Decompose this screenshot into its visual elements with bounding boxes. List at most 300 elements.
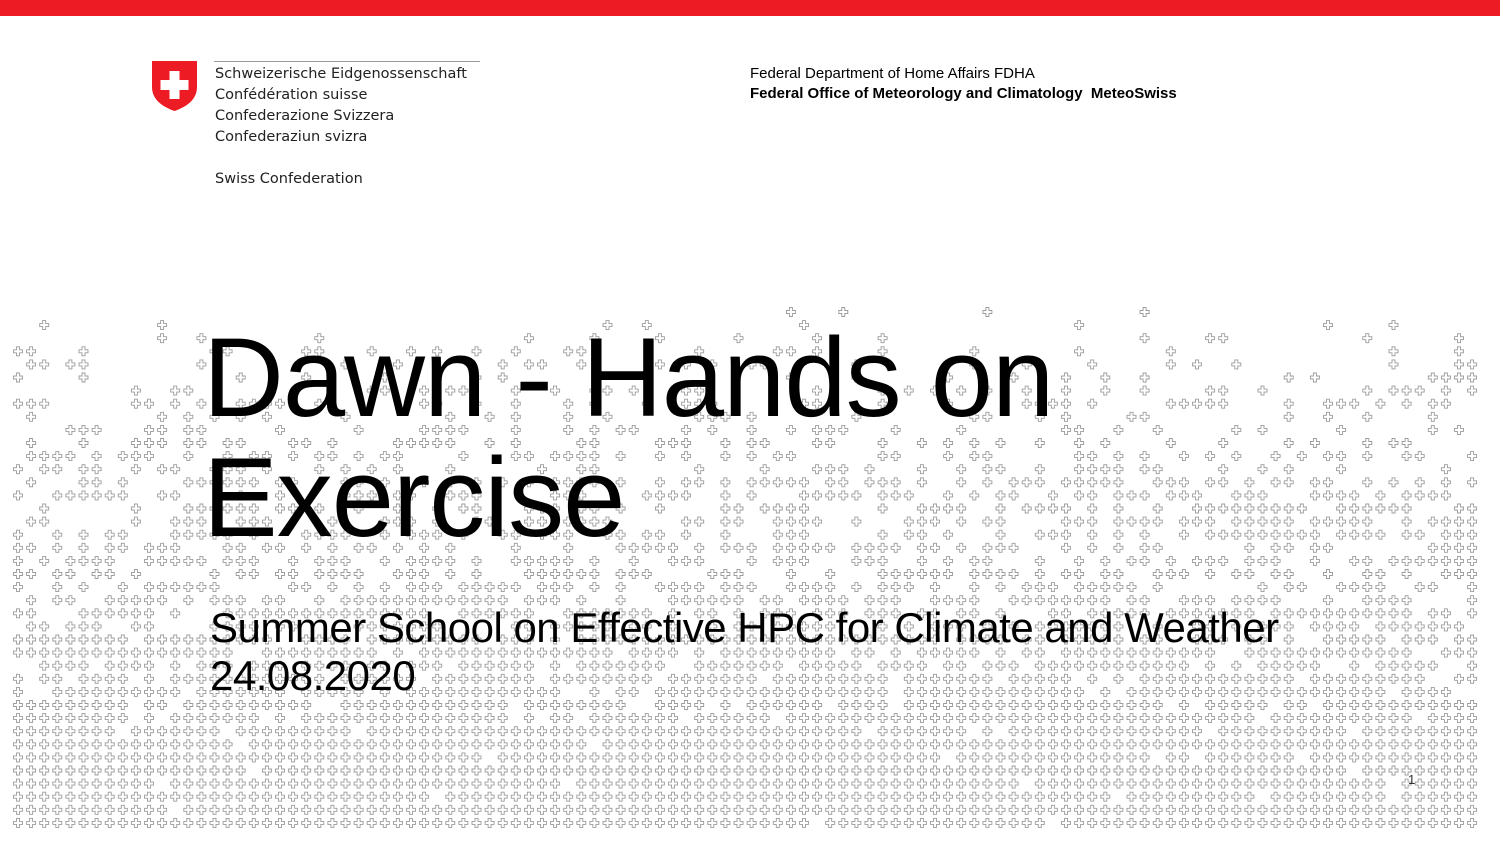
cross-outline-icon [1376, 727, 1385, 736]
cross-outline-icon [393, 766, 402, 775]
cross-outline-icon [1428, 543, 1437, 552]
cross-outline-icon [1035, 740, 1044, 749]
cross-outline-icon [472, 766, 481, 775]
cross-outline-icon [184, 753, 193, 762]
cross-outline-icon [66, 596, 75, 605]
cross-outline-icon [131, 805, 140, 814]
cross-outline-icon [1179, 766, 1188, 775]
cross-outline-icon [1193, 399, 1202, 408]
cross-outline-icon [1009, 570, 1018, 579]
cross-outline-icon [511, 727, 520, 736]
cross-outline-icon [472, 805, 481, 814]
cross-outline-icon [1337, 399, 1346, 408]
cross-outline-icon [79, 818, 88, 827]
cross-outline-icon [79, 360, 88, 369]
cross-outline-icon [786, 570, 795, 579]
cross-outline-icon [380, 766, 389, 775]
cross-outline-icon [682, 818, 691, 827]
cross-outline-icon [996, 714, 1005, 723]
department-block [750, 64, 1177, 104]
cross-outline-icon [131, 727, 140, 736]
cross-outline-icon [1441, 727, 1450, 736]
cross-outline-icon [1062, 740, 1071, 749]
cross-outline-icon [105, 805, 114, 814]
cross-outline-icon [171, 648, 180, 657]
cross-outline-icon [577, 753, 586, 762]
cross-outline-icon [315, 792, 324, 801]
cross-outline-icon [1140, 805, 1149, 814]
cross-outline-icon [1153, 727, 1162, 736]
cross-outline-icon [79, 622, 88, 631]
cross-outline-icon [485, 779, 494, 788]
cross-outline-icon [131, 570, 140, 579]
cross-outline-icon [302, 583, 311, 592]
cross-outline-icon [118, 701, 127, 710]
cross-outline-icon [524, 727, 533, 736]
cross-outline-icon [420, 818, 429, 827]
cross-outline-icon [786, 792, 795, 801]
cross-outline-icon [983, 805, 992, 814]
cross-outline-icon [1179, 805, 1188, 814]
cross-outline-icon [328, 740, 337, 749]
cross-outline-icon [210, 727, 219, 736]
cross-outline-icon [590, 570, 599, 579]
cross-outline-icon [341, 792, 350, 801]
cross-outline-icon [839, 779, 848, 788]
cross-outline-icon [289, 570, 298, 579]
cross-outline-icon [1219, 740, 1228, 749]
swiss-cross-shield-icon [151, 60, 198, 112]
cross-outline-icon [1284, 504, 1293, 513]
cross-outline-icon [446, 766, 455, 775]
cross-outline-icon [564, 727, 573, 736]
cross-outline-icon [315, 570, 324, 579]
cross-outline-icon [1455, 701, 1464, 710]
cross-outline-icon [1376, 818, 1385, 827]
cross-outline-icon [1468, 779, 1477, 788]
cross-outline-icon [629, 805, 638, 814]
cross-outline-icon [105, 570, 114, 579]
cross-outline-icon [1297, 779, 1306, 788]
cross-outline-icon [27, 635, 36, 644]
cross-outline-icon [813, 740, 822, 749]
cross-outline-icon [616, 740, 625, 749]
cross-outline-icon [1297, 740, 1306, 749]
cross-outline-icon [1389, 622, 1398, 631]
cross-outline-icon [184, 648, 193, 657]
cross-outline-icon [524, 805, 533, 814]
cross-outline-icon [734, 818, 743, 827]
confederation-names [215, 64, 467, 148]
cross-outline-icon [747, 740, 756, 749]
cross-outline-icon [315, 766, 324, 775]
cross-outline-icon [407, 753, 416, 762]
cross-outline-icon [1258, 818, 1267, 827]
cross-outline-icon [66, 556, 75, 565]
cross-outline-icon [197, 805, 206, 814]
cross-outline-icon [826, 792, 835, 801]
cross-outline-icon [1219, 399, 1228, 408]
cross-outline-icon [145, 687, 154, 696]
cross-outline-icon [433, 740, 442, 749]
cross-outline-icon [1179, 753, 1188, 762]
cross-outline-icon [1219, 727, 1228, 736]
cross-outline-icon [1363, 412, 1372, 421]
cross-outline-icon [158, 727, 167, 736]
cross-outline-icon [40, 556, 49, 565]
cross-outline-icon [367, 805, 376, 814]
cross-outline-icon [551, 714, 560, 723]
cross-outline-icon [92, 779, 101, 788]
cross-outline-icon [145, 648, 154, 657]
cross-outline-icon [1206, 386, 1215, 395]
cross-outline-icon [184, 792, 193, 801]
cross-outline-icon [236, 701, 245, 710]
cross-outline-icon [1297, 818, 1306, 827]
cross-outline-icon [1258, 805, 1267, 814]
cross-outline-icon [1363, 334, 1372, 343]
cross-outline-icon [1337, 609, 1346, 618]
cross-outline-icon [1337, 792, 1346, 801]
cross-outline-icon [1193, 779, 1202, 788]
cross-outline-icon [1219, 439, 1228, 448]
cross-outline-icon [931, 701, 940, 710]
cross-outline-icon [1324, 635, 1333, 644]
cross-outline-icon [1206, 766, 1215, 775]
cross-outline-icon [223, 805, 232, 814]
cross-outline-icon [354, 740, 363, 749]
cross-outline-icon [852, 714, 861, 723]
cross-outline-icon [891, 779, 900, 788]
cross-outline-icon [158, 491, 167, 500]
confederation-short-name: Swiss Confederation [215, 171, 363, 187]
cross-outline-icon [1428, 556, 1437, 565]
cross-outline-icon [1350, 517, 1359, 526]
cross-outline-icon [1166, 753, 1175, 762]
cross-outline-icon [800, 740, 809, 749]
cross-outline-icon [1415, 779, 1424, 788]
cross-outline-icon [1441, 491, 1450, 500]
cross-outline-icon [1127, 491, 1136, 500]
cross-outline-icon [158, 439, 167, 448]
cross-outline-icon [446, 818, 455, 827]
cross-outline-icon [407, 714, 416, 723]
cross-outline-icon [433, 727, 442, 736]
cross-outline-icon [1271, 792, 1280, 801]
cross-outline-icon [1232, 504, 1241, 513]
cross-outline-icon [931, 570, 940, 579]
cross-outline-icon [1284, 779, 1293, 788]
cross-outline-icon [1166, 439, 1175, 448]
cross-outline-icon [197, 779, 206, 788]
cross-outline-icon [551, 753, 560, 762]
cross-outline-icon [682, 740, 691, 749]
cross-outline-icon [800, 805, 809, 814]
cross-outline-icon [66, 792, 75, 801]
cross-outline-icon [1245, 517, 1254, 526]
cross-outline-icon [118, 530, 127, 539]
cross-outline-icon [551, 583, 560, 592]
cross-outline-icon [131, 517, 140, 526]
cross-outline-icon [79, 425, 88, 434]
cross-outline-icon [210, 714, 219, 723]
cross-outline-icon [158, 701, 167, 710]
cross-outline-icon [1193, 766, 1202, 775]
cross-outline-icon [1363, 452, 1372, 461]
cross-outline-icon [105, 714, 114, 723]
cross-outline-icon [184, 478, 193, 487]
cross-outline-icon [1166, 360, 1175, 369]
cross-outline-icon [1402, 753, 1411, 762]
cross-outline-icon [511, 766, 520, 775]
cross-outline-icon [773, 766, 782, 775]
cross-outline-icon [1206, 805, 1215, 814]
cross-outline-icon [79, 779, 88, 788]
cross-outline-icon [813, 779, 822, 788]
cross-outline-icon [826, 583, 835, 592]
cross-outline-icon [459, 792, 468, 801]
cross-outline-icon [1310, 753, 1319, 762]
cross-outline-icon [407, 701, 416, 710]
cross-outline-icon [1284, 674, 1293, 683]
cross-outline-icon [1310, 792, 1319, 801]
cross-outline-icon [145, 753, 154, 762]
cross-outline-icon [800, 766, 809, 775]
cross-outline-icon [472, 779, 481, 788]
cross-outline-icon [485, 714, 494, 723]
cross-outline-icon [708, 570, 717, 579]
cross-outline-icon [1468, 452, 1477, 461]
cross-outline-icon [1035, 792, 1044, 801]
cross-outline-icon [328, 753, 337, 762]
cross-outline-icon [262, 805, 271, 814]
cross-outline-icon [1114, 753, 1123, 762]
cross-outline-icon [590, 818, 599, 827]
cross-outline-icon [1389, 805, 1398, 814]
cross-outline-icon [1415, 556, 1424, 565]
cross-outline-icon [1455, 360, 1464, 369]
cross-outline-icon [1127, 583, 1136, 592]
cross-outline-icon [14, 779, 23, 788]
cross-outline-icon [53, 805, 62, 814]
cross-outline-icon [14, 399, 23, 408]
cross-outline-icon [1310, 805, 1319, 814]
cross-outline-icon [721, 779, 730, 788]
cross-outline-icon [616, 701, 625, 710]
cross-outline-icon [118, 674, 127, 683]
cross-outline-icon [1114, 727, 1123, 736]
cross-outline-icon [1324, 805, 1333, 814]
cross-outline-icon [1428, 622, 1437, 631]
cross-outline-icon [1337, 766, 1346, 775]
cross-outline-icon [1428, 609, 1437, 618]
cross-outline-icon [695, 805, 704, 814]
cross-outline-icon [158, 753, 167, 762]
cross-outline-icon [498, 779, 507, 788]
cross-outline-icon [891, 570, 900, 579]
cross-outline-icon [1101, 792, 1110, 801]
cross-outline-icon [171, 714, 180, 723]
cross-outline-icon [1114, 478, 1123, 487]
cross-outline-icon [1022, 701, 1031, 710]
cross-outline-icon [1415, 687, 1424, 696]
cross-outline-icon [1297, 609, 1306, 618]
cross-outline-icon [970, 753, 979, 762]
cross-outline-icon [1350, 714, 1359, 723]
cross-outline-icon [1284, 399, 1293, 408]
cross-outline-icon [276, 779, 285, 788]
cross-outline-icon [1088, 452, 1097, 461]
cross-outline-icon [184, 452, 193, 461]
cross-outline-icon [27, 779, 36, 788]
cross-outline-icon [1441, 517, 1450, 526]
cross-outline-icon [708, 766, 717, 775]
cross-outline-icon [1114, 714, 1123, 723]
cross-outline-icon [14, 766, 23, 775]
cross-outline-icon [957, 740, 966, 749]
cross-outline-icon [1402, 386, 1411, 395]
cross-outline-icon [131, 439, 140, 448]
cross-outline-icon [420, 570, 429, 579]
cross-outline-icon [1389, 609, 1398, 618]
cross-outline-icon [1337, 622, 1346, 631]
cross-outline-icon [524, 792, 533, 801]
cross-outline-icon [1048, 727, 1057, 736]
cross-outline-icon [1376, 805, 1385, 814]
cross-outline-icon [171, 465, 180, 474]
cross-outline-icon [367, 779, 376, 788]
cross-outline-icon [27, 727, 36, 736]
cross-outline-icon [996, 740, 1005, 749]
cross-outline-icon [79, 583, 88, 592]
cross-outline-icon [734, 727, 743, 736]
cross-outline-icon [642, 727, 651, 736]
cross-outline-icon [1441, 687, 1450, 696]
cross-outline-icon [642, 805, 651, 814]
cross-outline-icon [393, 818, 402, 827]
cross-outline-icon [1245, 570, 1254, 579]
cross-outline-icon [131, 818, 140, 827]
cross-outline-icon [1193, 740, 1202, 749]
cross-outline-icon [1258, 530, 1267, 539]
cross-outline-icon [551, 727, 560, 736]
cross-outline-icon [380, 792, 389, 801]
cross-outline-icon [1035, 570, 1044, 579]
cross-outline-icon [1402, 648, 1411, 657]
cross-outline-icon [14, 714, 23, 723]
cross-outline-icon [1271, 543, 1280, 552]
cross-outline-icon [891, 818, 900, 827]
cross-outline-icon [53, 465, 62, 474]
cross-outline-icon [1232, 727, 1241, 736]
cross-outline-icon [407, 792, 416, 801]
cross-outline-icon [92, 740, 101, 749]
cross-outline-icon [459, 753, 468, 762]
cross-outline-icon [839, 714, 848, 723]
cross-outline-icon [1376, 491, 1385, 500]
cross-outline-icon [40, 635, 49, 644]
cross-outline-icon [145, 779, 154, 788]
cross-outline-icon [171, 661, 180, 670]
cross-outline-icon [786, 753, 795, 762]
cross-outline-icon [826, 740, 835, 749]
cross-outline-icon [367, 740, 376, 749]
cross-outline-icon [1114, 818, 1123, 827]
cross-outline-icon [1363, 753, 1372, 762]
cross-outline-icon [27, 714, 36, 723]
cross-outline-icon [655, 766, 664, 775]
cross-outline-icon [367, 818, 376, 827]
cross-outline-icon [577, 727, 586, 736]
cross-outline-icon [1153, 701, 1162, 710]
cross-outline-icon [1284, 687, 1293, 696]
cross-outline-icon [629, 740, 638, 749]
cross-outline-icon [1193, 714, 1202, 723]
cross-outline-icon [931, 792, 940, 801]
cross-outline-icon [40, 399, 49, 408]
cross-outline-icon [53, 674, 62, 683]
cross-outline-icon [695, 818, 704, 827]
cross-outline-icon [1153, 425, 1162, 434]
cross-outline-icon [14, 583, 23, 592]
cross-outline-icon [1206, 530, 1215, 539]
cross-outline-icon [1310, 766, 1319, 775]
cross-outline-icon [1363, 766, 1372, 775]
cross-outline-icon [1284, 766, 1293, 775]
cross-outline-icon [92, 570, 101, 579]
cross-outline-icon [1127, 766, 1136, 775]
cross-outline-icon [131, 661, 140, 670]
cross-outline-icon [236, 753, 245, 762]
cross-outline-icon [27, 399, 36, 408]
cross-outline-icon [944, 805, 953, 814]
cross-outline-icon [1337, 635, 1346, 644]
cross-outline-icon [1153, 583, 1162, 592]
cross-outline-icon [40, 753, 49, 762]
cross-outline-icon [1468, 543, 1477, 552]
cross-outline-icon [302, 727, 311, 736]
cross-outline-icon [14, 465, 23, 474]
cross-outline-icon [1075, 517, 1084, 526]
cross-outline-icon [1402, 596, 1411, 605]
cross-outline-icon [407, 727, 416, 736]
cross-outline-icon [1402, 556, 1411, 565]
cross-outline-icon [53, 452, 62, 461]
cross-outline-icon [1284, 753, 1293, 762]
cross-outline-icon [393, 701, 402, 710]
cross-outline-icon [118, 818, 127, 827]
cross-outline-icon [1468, 753, 1477, 762]
cross-outline-icon [1324, 701, 1333, 710]
cross-outline-icon [1441, 373, 1450, 382]
cross-outline-icon [1324, 491, 1333, 500]
cross-outline-icon [1048, 701, 1057, 710]
cross-outline-icon [524, 740, 533, 749]
cross-outline-icon [1075, 452, 1084, 461]
cross-outline-icon [131, 740, 140, 749]
cross-outline-icon [1310, 674, 1319, 683]
cross-outline-icon [1206, 701, 1215, 710]
cross-outline-icon [551, 805, 560, 814]
cross-outline-icon [184, 714, 193, 723]
cross-outline-icon [747, 792, 756, 801]
cross-outline-icon [27, 753, 36, 762]
cross-outline-icon [917, 753, 926, 762]
cross-outline-icon [839, 727, 848, 736]
cross-outline-icon [904, 701, 913, 710]
cross-outline-icon [27, 792, 36, 801]
cross-outline-icon [223, 701, 232, 710]
